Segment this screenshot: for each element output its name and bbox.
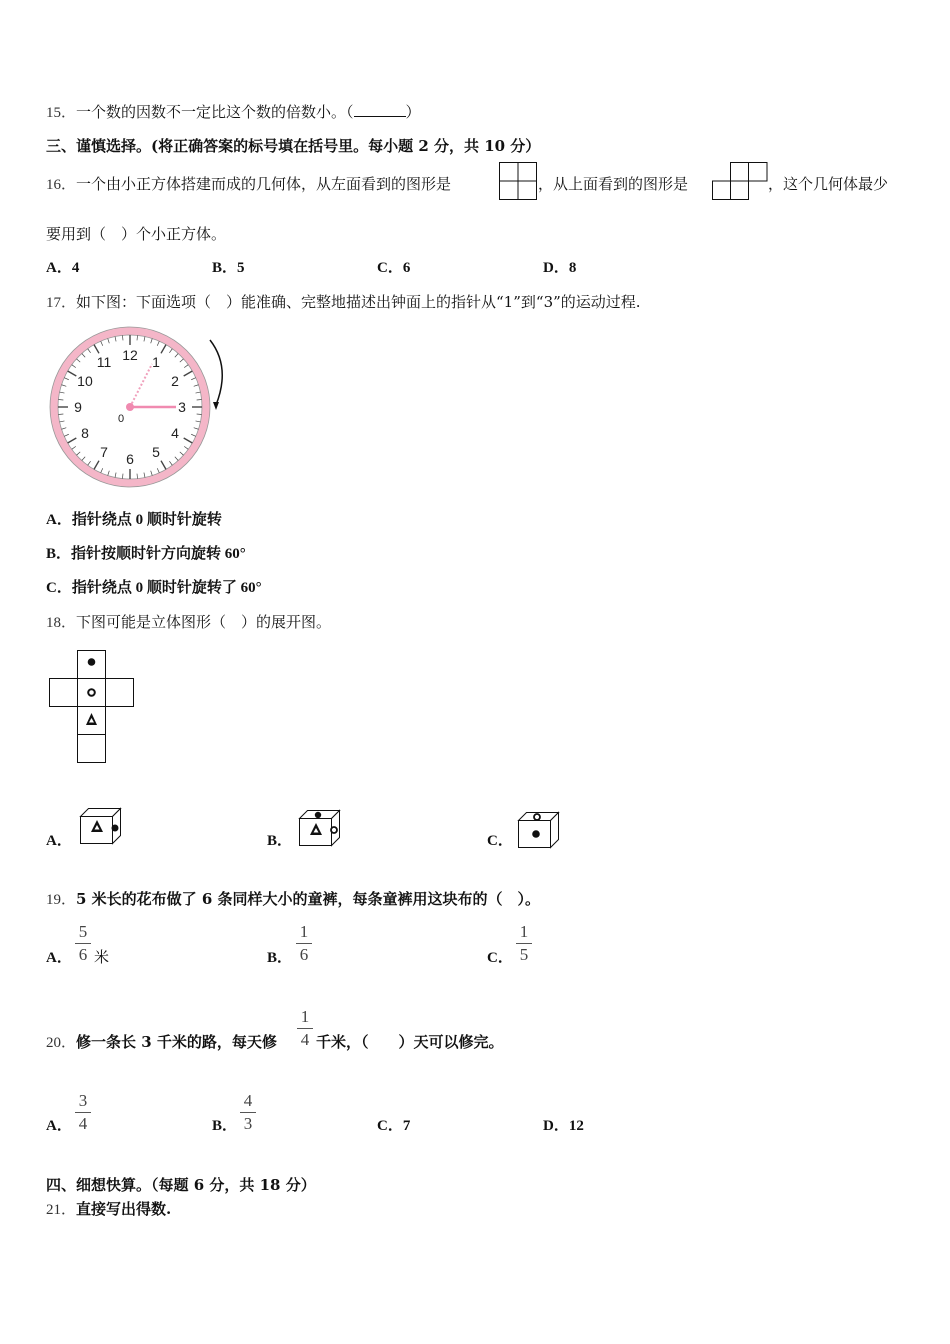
- q18-option-b[interactable]: B．: [267, 833, 293, 849]
- q18-option-a[interactable]: A．: [46, 833, 72, 849]
- clock-number-10: 10: [77, 373, 93, 389]
- question-number: 17．: [46, 295, 77, 311]
- q20-option-b-label[interactable]: B．: [212, 1118, 238, 1134]
- q16-option-b[interactable]: B．5: [212, 260, 245, 276]
- question-18: 18．下图可能是立体图形（ ）的展开图。: [46, 613, 332, 631]
- question-16-part2: ，从上面看到的图形是: [538, 175, 689, 193]
- rotation-arrow: [210, 340, 222, 405]
- question-number: 21．: [46, 1202, 77, 1218]
- q19-option-b-fraction[interactable]: 1 6: [296, 922, 312, 965]
- center-label: 0: [118, 413, 125, 425]
- clock-number-2: 2: [171, 373, 179, 389]
- question-number: 16．: [46, 177, 77, 193]
- cube-option-a-icon[interactable]: [80, 808, 122, 844]
- cube-option-b-icon[interactable]: [299, 810, 341, 846]
- question-number: 18．: [46, 615, 77, 631]
- left-view-figure: [499, 162, 537, 200]
- top-view-figure: [712, 162, 768, 200]
- clock-number-8: 8: [81, 425, 89, 441]
- clock-face: [46, 322, 226, 492]
- question-number: 20．: [46, 1035, 77, 1051]
- q19-option-a-unit: 米: [94, 950, 110, 966]
- clock-number-5: 5: [152, 444, 160, 461]
- q20-inline-fraction: 1 4: [297, 1007, 313, 1050]
- clock-number-1: 1: [152, 353, 160, 370]
- clock-number-9: 9: [74, 399, 82, 415]
- question-number: 15．: [46, 105, 77, 121]
- q19-option-a-fraction[interactable]: 5 6: [75, 922, 91, 965]
- question-21: 21．直接写出得数.: [46, 1200, 172, 1218]
- q17-option-a[interactable]: A．指针绕点 0 顺时针旋转: [46, 512, 222, 528]
- q19-option-c-label[interactable]: C．: [487, 950, 513, 966]
- q19-option-b-label[interactable]: B．: [267, 950, 293, 966]
- clock-number-12: 12: [122, 347, 138, 363]
- q17-option-c[interactable]: C．指针绕点 0 顺时针旋转了 60°: [46, 580, 262, 596]
- section-4-title: 四、细想快算。（每题 6 分，共 18 分）: [46, 1176, 316, 1194]
- q20-option-d[interactable]: D．12: [543, 1118, 584, 1134]
- q17-option-b[interactable]: B．指针按顺时针方向旋转 60°: [46, 546, 246, 562]
- q20-option-b-fraction[interactable]: 4 3: [240, 1091, 256, 1134]
- question-17: 17．如下图：下面选项（ ）能准确、完整地描述出钟面上的指针从“1”到“3”的运动过程.: [46, 293, 641, 311]
- q16-option-c[interactable]: C．6: [377, 260, 411, 276]
- q18-option-c[interactable]: C．: [487, 833, 513, 849]
- q16-option-d[interactable]: D．8: [543, 260, 577, 276]
- q16-option-a[interactable]: A．4: [46, 260, 80, 276]
- q19-option-a-label[interactable]: A．: [46, 950, 72, 966]
- cube-option-c-icon[interactable]: [518, 812, 560, 848]
- question-20: 20．修一条长 3 千米的路，每天修: [46, 1033, 277, 1051]
- question-15: 15．一个数的因数不一定比这个数的倍数小。（ ）: [46, 103, 421, 121]
- answer-blank[interactable]: [354, 102, 406, 117]
- question-16: 16．一个由小正方体搭建而成的几何体，从左面看到的图形是: [46, 175, 452, 193]
- section-3-title: 三、谨慎选择。(将正确答案的标号填在括号里。每小题 2 分，共 10 分）: [46, 137, 541, 155]
- question-16-part3: ，这个几何体最少: [768, 175, 889, 193]
- clock-number-6: 6: [126, 451, 134, 467]
- clock-number-3: 3: [178, 399, 186, 415]
- question-16-line2: 要用到（ ）个小正方体。: [46, 225, 227, 243]
- question-number: 19．: [46, 892, 77, 908]
- q20-option-c[interactable]: C．7: [377, 1118, 411, 1134]
- question-text: 一个数的因数不一定比这个数的倍数小。（: [76, 103, 354, 121]
- question-19: 19．5 米长的花布做了 6 条同样大小的童裤，每条童裤用这块布的（ ）。: [46, 890, 541, 908]
- clock-number-11: 11: [96, 353, 112, 370]
- clock-number-7: 7: [100, 444, 108, 461]
- clock-center: [126, 403, 134, 411]
- q19-option-c-fraction[interactable]: 1 5: [516, 922, 532, 965]
- q20-option-a-fraction[interactable]: 3 4: [75, 1091, 91, 1134]
- clock-number-4: 4: [171, 425, 179, 441]
- question-20-tail: 千米，（ ）天可以修完。: [316, 1033, 504, 1051]
- cube-net-figure: [49, 650, 137, 766]
- q20-option-a-label[interactable]: A．: [46, 1118, 72, 1134]
